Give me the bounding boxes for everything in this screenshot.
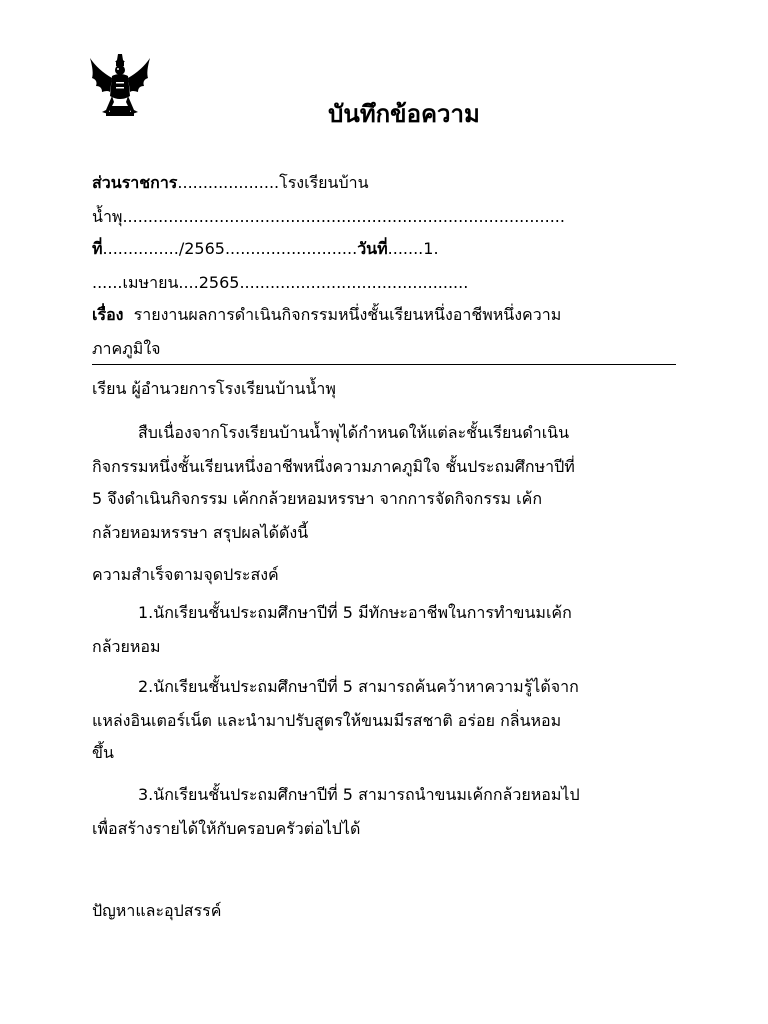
header-divider — [92, 364, 676, 365]
objective-item-3-cont: เพื่อสร้างรายได้ให้กับครอบครัวต่อไปได้ — [92, 819, 361, 838]
salutation: เรียน ผู้อำนวยการโรงเรียนบ้านน้ำพุ — [92, 379, 336, 398]
agency-label: ส่วนราชการ — [92, 173, 178, 192]
ref-label: ที่ — [92, 239, 103, 258]
subject-value-continued: ภาคภูมิใจ — [92, 339, 161, 358]
objective-item-1: 1.นักเรียนชั้นประถมศึกษาปีที่ 5 มีทักษะอาชีพในการทำขนมเค้ก — [138, 603, 572, 622]
objective-item-2-cont: แหล่งอินเตอร์เน็ต และนำมาปรับสูตรให้ขนมมีรสชาติ อร่อย กลิ่นหอม — [92, 711, 562, 730]
agency-value: ....................โรงเรียนบ้าน — [177, 173, 369, 192]
subject-line — [92, 304, 561, 326]
ref-value: .............../2565.......................... — [102, 239, 358, 258]
intro-line: กล้วยหอมหรรษา สรุปผลได้ดังนี้ — [92, 523, 309, 542]
intro-line: สืบเนื่องจากโรงเรียนบ้านน้ำพุได้กำหนดให้แต่ละชั้นเรียนดำเนิน — [138, 423, 570, 442]
intro-line: 5 จึงดำเนินกิจกรรม เค้กกล้วยหอมหรรษา จากการจัดกิจกรรม เค้ก — [92, 489, 543, 508]
objective-item-3: 3.นักเรียนชั้นประถมศึกษาปีที่ 5 สามารถนำขนมเค้กกล้วยหอมไป — [138, 785, 580, 804]
date-value-continued: ......เมษายน....2565............................................. — [92, 273, 469, 292]
objective-item-2: 2.นักเรียนชั้นประถมศึกษาปีที่ 5 สามารถค้นคว้าหาความรู้ได้จาก — [138, 677, 579, 696]
objective-item-2-cont: ขึ้น — [92, 743, 114, 762]
problems-heading: ปัญหาและอุปสรรค์ — [92, 901, 222, 920]
agency-line — [92, 172, 369, 194]
success-heading: ความสำเร็จตามจุดประสงค์ — [92, 565, 279, 584]
intro-line: กิจกรรมหนึ่งชั้นเรียนหนึ่งอาชีพหนึ่งความภาคภูมิใจ ชั้นประถมศึกษาปีที่ — [92, 457, 575, 476]
subject-value: รายงานผลการดำเนินกิจกรรมหนึ่งชั้นเรียนหนึ่งอาชีพหนึ่งความ — [133, 305, 562, 324]
date-label: วันที่ — [357, 239, 388, 258]
agency-value-continued: น้ำพุ....................................................................................... — [92, 207, 565, 226]
objective-item-1-cont: กล้วยหอม — [92, 637, 161, 656]
page-title: บันทึกข้อความ — [328, 100, 480, 128]
date-value: .......1. — [387, 239, 439, 258]
ref-date-line — [92, 238, 439, 260]
subject-label: เรื่อง — [92, 305, 124, 324]
